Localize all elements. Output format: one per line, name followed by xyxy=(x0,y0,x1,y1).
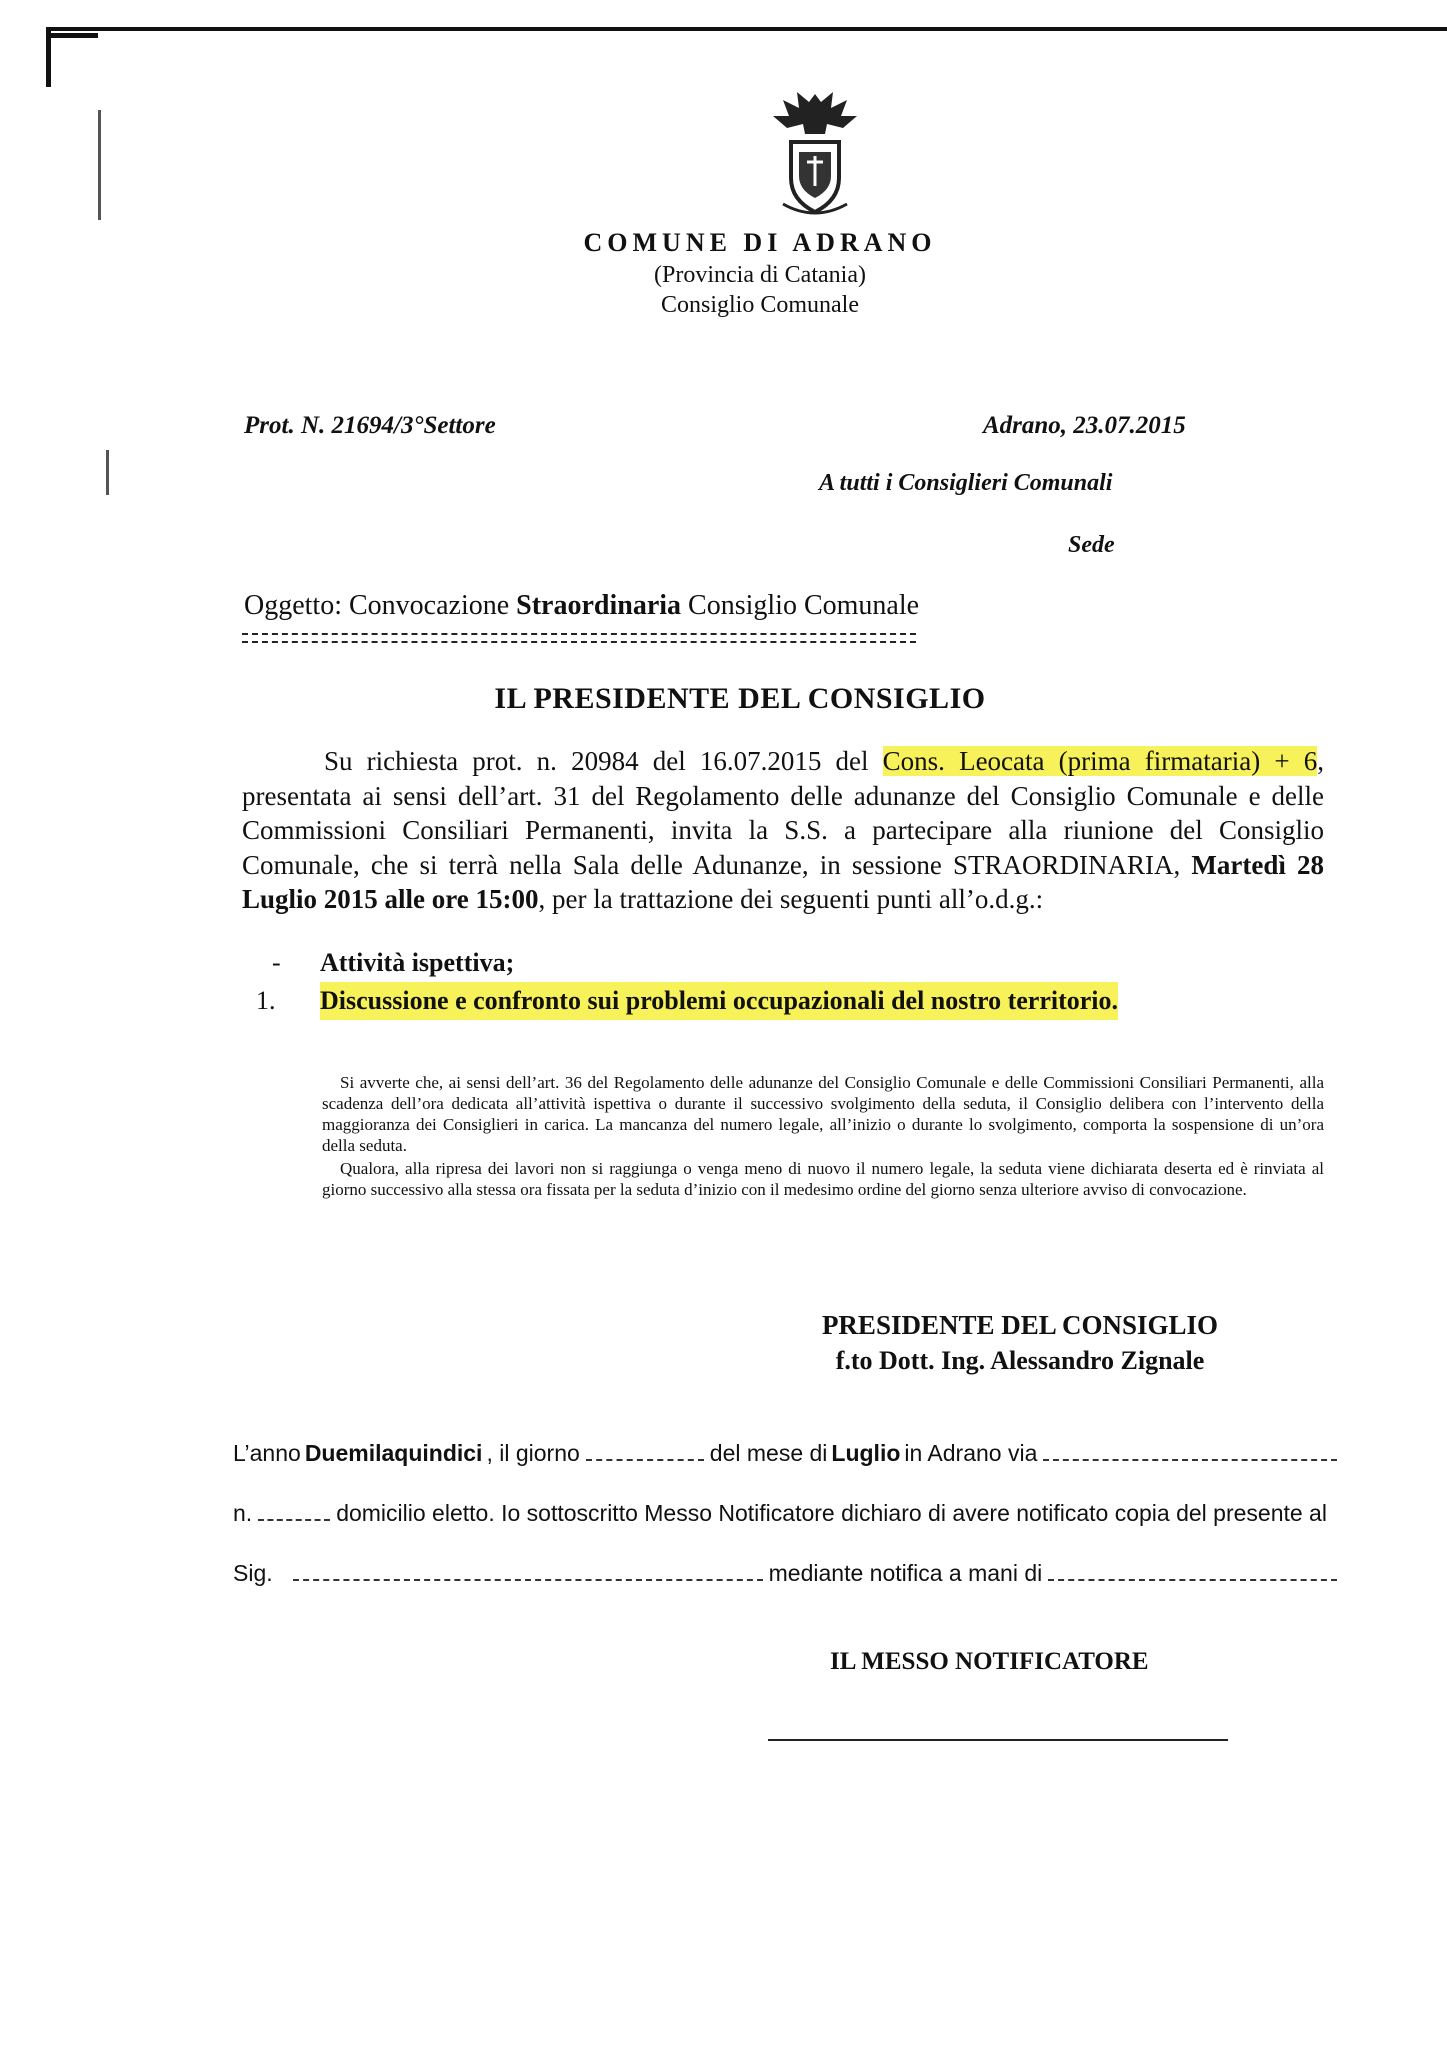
scan-noise-mark xyxy=(98,110,101,220)
council-name: Consiglio Comunale xyxy=(661,292,859,318)
agenda-item-text: Discussione e confronto sui problemi occupazionali del nostro territorio. xyxy=(320,982,1118,1020)
signatory-title: PRESIDENTE DEL CONSIGLIO xyxy=(821,1310,1219,1340)
paragraph-text: , per la trattazione dei seguenti punti all’o.d.g.: xyxy=(538,884,1044,914)
form-text: mediante notifica a mani di xyxy=(768,1560,1043,1586)
subject-line xyxy=(244,590,919,622)
municipality-name: COMUNE DI ADRANO xyxy=(583,228,937,257)
scan-border-tick xyxy=(46,33,98,38)
signature-line xyxy=(768,1739,1228,1741)
agenda-marker: 1. xyxy=(256,986,276,1015)
form-month: Luglio xyxy=(831,1440,901,1466)
bailiff-title: IL MESSO NOTIFICATORE xyxy=(830,1648,1149,1675)
notice-paragraph: Qualora, alla ripresa dei lavori non si raggiunga o venga meno di nuovo il numero legale, la seduta viene dichiarata deserta ed è rinviata al giorno successivo alla stessa ora fissata per la seduta d’inizio con il medesimo ordine del giorno senza ulteriore avviso di convocazione. xyxy=(322,1159,1324,1199)
subject-underline xyxy=(242,633,916,643)
convocation-paragraph xyxy=(242,744,1324,917)
agenda-marker: - xyxy=(272,948,281,977)
notification-line-3 xyxy=(233,1560,1343,1587)
form-text: del mese di xyxy=(709,1440,828,1466)
form-text: n. xyxy=(233,1500,253,1526)
scan-border-top xyxy=(46,27,1447,31)
blank-street-field xyxy=(1043,1447,1337,1461)
place-date: Adrano, 23.07.2015 xyxy=(983,412,1186,439)
highlighted-requester: Cons. Leocata (prima firmataria) + 6 xyxy=(882,746,1318,776)
protocol-number: Prot. N. 21694/3°Settore xyxy=(244,412,496,439)
recipients: A tutti i Consiglieri Comunali xyxy=(819,470,1113,496)
recipient-seat: Sede xyxy=(1068,532,1115,558)
blank-day-field xyxy=(586,1447,704,1461)
legal-notice xyxy=(322,1072,1324,1202)
subject-suffix: Consiglio Comunale xyxy=(681,590,920,621)
subject-prefix: Oggetto: Convocazione xyxy=(244,590,517,621)
coat-of-arms-emblem xyxy=(765,86,865,221)
form-year: Duemilaquindici xyxy=(304,1440,483,1466)
blank-delivered-to-field xyxy=(1048,1567,1337,1581)
blank-recipient-field xyxy=(293,1567,763,1581)
form-text: , il giorno xyxy=(486,1440,580,1466)
paragraph-text: , presentata ai sensi dell’art. 31 del Regolamento delle adunanze del Consiglio Comunale e delle Commissioni Consiliari Permanenti, invita la S.S. a partecipare alla riunione del Consiglio Comunale, che si terrà nella Sala delle Adunanze, in sessione STRAORDINARIA, xyxy=(242,746,1324,880)
subject-emphasis: Straordinaria xyxy=(516,590,682,621)
scan-noise-mark xyxy=(106,450,109,495)
agenda-list xyxy=(256,944,1119,1020)
notification-line-2 xyxy=(233,1500,1353,1527)
paragraph-text: Su richiesta prot. n. 20984 del 16.07.2015 del xyxy=(324,746,883,776)
form-text: in Adrano via xyxy=(904,1440,1038,1466)
notice-paragraph: Si avverte che, ai sensi dell’art. 36 del Regolamento delle adunanze del Consiglio Comunale e delle Commissioni Consiliari Permanenti, alla scadenza dell’ora dedicata all’attività ispettiva o durante il successivo svolgimento della seduta, il Consiglio delibera con l’intervento della maggioranza dei Consiglieri in carica. La mancanza del numero legale, all’inizio o durante lo svolgimento, comporta la sospensione di un’ora della seduta. xyxy=(322,1073,1324,1155)
form-text: Sig. xyxy=(233,1560,273,1586)
agenda-item xyxy=(256,982,1119,1020)
agenda-item-text: Attività ispettiva; xyxy=(320,948,515,977)
province-name: (Provincia di Catania) xyxy=(654,262,866,288)
blank-number-field xyxy=(258,1507,330,1521)
signatory-name: f.to Dott. Ing. Alessandro Zignale xyxy=(835,1346,1205,1375)
agenda-item xyxy=(272,944,1118,982)
form-text: domicilio eletto. Io sottoscritto Messo Notificatore dichiaro di avere notificato copia del presente al xyxy=(336,1500,1327,1526)
form-text: L’anno xyxy=(233,1440,301,1466)
notification-line-1 xyxy=(233,1440,1343,1467)
section-title: IL PRESIDENTE DEL CONSIGLIO xyxy=(494,682,986,715)
meeting-date: Martedì 28 Luglio 2015 alle ore 15:00 xyxy=(242,849,1325,914)
